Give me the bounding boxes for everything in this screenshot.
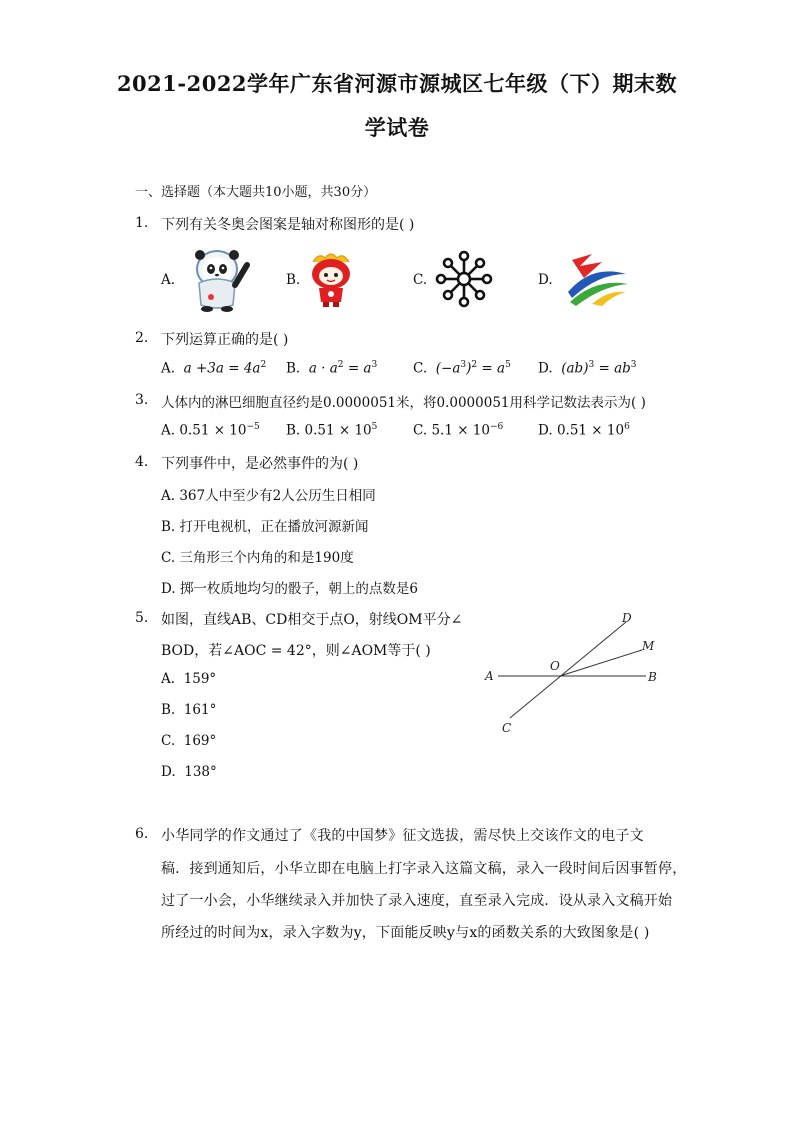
exam-title-line1: 2021-2022学年广东省河源市源城区七年级（下）期末数 [116,71,678,96]
label-d: D [622,611,632,625]
snowflake-icon [434,250,494,308]
q2-option-d-label: D. [538,360,553,377]
label-m: M [642,639,655,653]
question-6-line4: 所经过的时间为x，录入字数为y，下面能反映y与x的函数关系的大致图象是( ) [161,925,650,941]
q2-option-b-expr2: = a [343,360,372,377]
q2-option-a-label: A. [161,360,176,377]
q3-option-d-exp: 6 [624,422,630,432]
line-cd [510,622,626,718]
ray-om [560,650,642,676]
q4-option-b-label: B. [161,519,176,535]
q2-option-c-expr3: = a [477,360,506,377]
q2-option-c [413,360,511,377]
q3-option-c-exp: −6 [489,422,504,432]
q5-option-d-text: 138° [184,764,217,780]
question-6-number: 6. [135,826,149,842]
q4-option-d [161,577,418,597]
lantern-mascot-icon [305,250,357,308]
q3-option-c-base: 5.1 × 10 [431,422,490,439]
exam-title-line2: 学试卷 [364,115,430,140]
label-c: C [502,721,512,735]
label-b: B [648,670,657,684]
q3-option-b-base: 0.51 × 10 [304,422,372,439]
q5-option-a-label: A. [161,671,176,687]
question-4-stem: 下列事件中，是必然事件的为( ) [161,456,359,472]
q2-option-c-sup3: 5 [505,360,511,370]
q2-option-d-expr2: = ab [594,360,631,377]
q5-option-c [161,733,216,749]
q4-option-a [161,484,376,504]
q2-option-d [538,360,637,377]
q5-option-d-label: D. [161,764,176,780]
q2-option-c-expr1: (−a [435,360,461,377]
q2-option-c-expr2: ) [466,360,472,377]
q3-option-b-exp: 5 [371,422,378,432]
q4-option-c-label: C. [161,550,176,566]
question-1-stem: 下列有关冬奥会图案是轴对称图形的是( ) [161,217,415,233]
q2-option-b-sup2: 3 [371,360,378,370]
q5-option-a-text: 159° [183,671,217,687]
question-5-stem-line1: 如图，直线AB、CD相交于点O，射线OM平分∠ [161,612,463,628]
q3-option-b-label: B. [286,422,301,439]
q1-option-d-label: D. [538,272,553,288]
q5-option-b-text: 161° [183,702,217,718]
q1-option-b-label: B. [286,272,301,288]
label-a: A [485,669,494,683]
q5-option-b-label: B. [161,702,176,718]
question-4-number: 4. [135,454,149,470]
question-3-number: 3. [135,392,149,408]
q3-option-c-label: C. [413,422,428,439]
q4-option-a-label: A. [161,488,176,504]
q2-option-b-sup1: 2 [337,360,344,370]
q1-option-c-label: C. [413,272,428,288]
q4-option-c-text: 三角形三个内角的和是190度 [179,550,354,566]
q5-option-c-label: C. [161,733,176,749]
q5-option-c-text: 169° [183,733,217,749]
q2-option-b [286,360,377,377]
q2-option-d-expr1: (ab) [561,360,589,377]
q1-option-a-label: A. [161,272,176,288]
q5-option-b [161,702,216,718]
question-1-number: 1. [135,215,149,231]
question-2-stem: 下列运算正确的是( ) [161,332,289,348]
q4-option-c [161,546,354,566]
q2-option-d-sup2: 3 [630,360,637,370]
q3-option-d-label: D. [538,422,553,439]
q4-option-b-text: 打开电视机，正在播放河源新闻 [179,519,369,535]
q2-option-a [161,360,266,377]
q4-option-d-text: 掷一枚质地均匀的骰子，朝上的点数是6 [179,581,419,597]
ribbon-logo-icon [562,252,630,308]
q5-option-d [161,764,217,780]
q2-option-b-label: B. [286,360,301,377]
q2-option-c-sup1: 3 [460,360,467,370]
q3-option-a-label: A. [161,422,176,439]
q2-option-a-sup: 2 [260,360,267,370]
q3-option-a-exp: −5 [246,422,260,432]
q3-option-d [538,422,630,439]
question-6-line3: 过了一小会，小华继续录入并加快了录入速度，直至录入完成．设从录入文稿开始 [161,893,673,909]
question-5-stem-line2: BOD，若∠AOC = 42°，则∠AOM等于( ) [161,643,431,659]
q4-option-a-text: 367人中至少有2人公历生日相同 [179,488,376,504]
question-3-stem: 人体内的淋巴细胞直径约是0.0000051米，将0.0000051用科学记数法表示为( ) [161,395,646,411]
q5-geometry-figure [478,606,668,738]
section-heading: 一、选择题（本大题共10小题，共30分） [135,185,377,200]
question-2-number: 2. [135,330,149,346]
q4-option-d-label: D. [161,581,176,597]
q2-option-d-sup1: 3 [588,360,595,370]
q2-option-c-label: C. [413,360,428,377]
question-6-line2: 稿．接到通知后，小华立即在电脑上打字录入这篇文稿，录入一段时间后因事暂停， [161,861,687,877]
q3-option-b [286,422,377,439]
q3-option-a [161,422,260,439]
q3-option-d-base: 0.51 × 10 [556,422,625,439]
panda-mascot-icon [183,245,255,313]
question-5-number: 5. [135,610,149,626]
label-o: O [550,659,560,673]
q3-option-c [413,422,503,439]
q3-option-a-base: 0.51 × 10 [179,422,247,439]
q5-option-a [161,671,216,687]
question-6-line1: 小华同学的作文通过了《我的中国梦》征文选拔，需尽快上交该作文的电子文 [161,828,644,844]
q2-option-c-sup2: 2 [471,360,478,370]
q2-option-b-expr1: a · a [308,360,338,377]
q2-option-a-expr: a +3a = 4a [183,360,261,377]
q4-option-b [161,515,369,535]
